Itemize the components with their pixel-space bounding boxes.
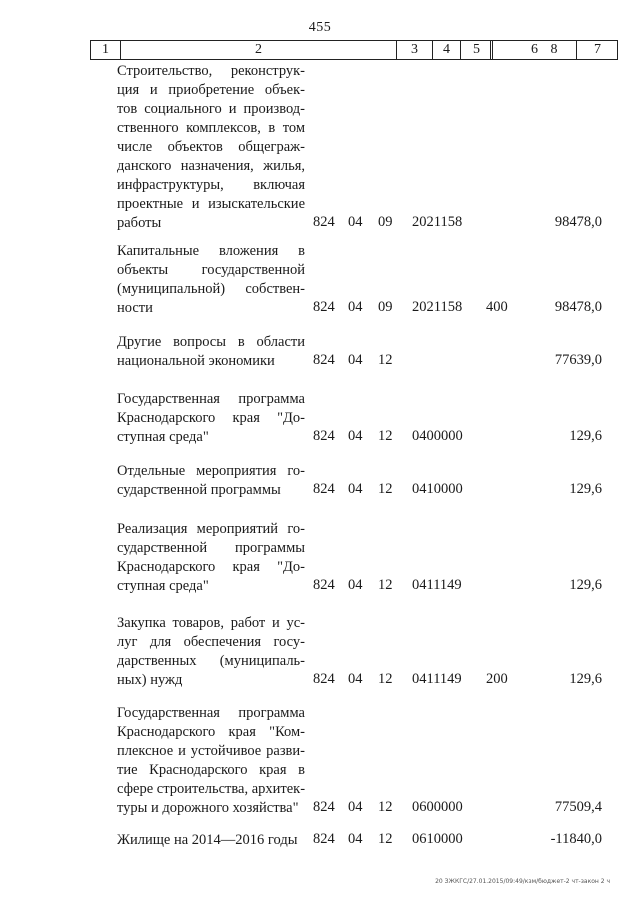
cell-c8: 129,6 <box>569 577 602 593</box>
column-header-2: 2 <box>120 40 396 60</box>
cell-c8: 129,6 <box>569 671 602 687</box>
description-line: работы <box>117 215 162 231</box>
cell-c6: 0410000 <box>412 481 463 497</box>
cell-c8: 77509,4 <box>554 799 602 815</box>
description-line: Государственная программа <box>117 705 305 721</box>
cell-c8: 98478,0 <box>554 214 602 230</box>
cell-c3: 824 <box>313 799 335 815</box>
cell-c5: 12 <box>378 799 393 815</box>
description-line: инфраструктуры, включая <box>117 177 305 193</box>
description-line: ступная среда" <box>117 578 209 594</box>
row-description <box>117 390 305 447</box>
description-line: тие Краснодарского края в <box>117 762 305 778</box>
description-line: Государственная программа <box>117 391 305 407</box>
cell-c7: 200 <box>486 671 508 687</box>
cell-c3: 824 <box>313 577 335 593</box>
cell-c3: 824 <box>313 299 335 315</box>
cell-c6: 0610000 <box>412 831 463 847</box>
description-line: объекты государственной <box>117 262 305 278</box>
cell-c3: 824 <box>313 671 335 687</box>
description-line: Жилище на 2014—2016 годы <box>117 832 298 848</box>
cell-c8: 129,6 <box>569 428 602 444</box>
cell-c6: 0400000 <box>412 428 463 444</box>
cell-c6: 2021158 <box>412 214 463 230</box>
description-line: сударственной программы <box>117 482 281 498</box>
description-line: Краснодарского края "До- <box>117 410 305 426</box>
cell-c6: 0600000 <box>412 799 463 815</box>
column-header-6: 6 <box>492 40 576 60</box>
cell-c5: 09 <box>378 214 393 230</box>
description-line: Другие вопросы в области <box>117 334 305 350</box>
description-line: ности <box>117 300 153 316</box>
description-line: ственного комплексов, в том <box>117 120 305 136</box>
cell-c4: 04 <box>348 481 363 497</box>
cell-c4: 04 <box>348 831 363 847</box>
cell-c3: 824 <box>313 428 335 444</box>
column-header-8: 8 <box>490 40 618 60</box>
description-line: Реализация мероприятий го- <box>117 521 305 537</box>
column-header-7: 7 <box>576 40 618 60</box>
description-line: Закупка товаров, работ и ус- <box>117 615 305 631</box>
cell-c3: 824 <box>313 831 335 847</box>
column-header-4: 4 <box>432 40 460 60</box>
description-line: плексное и устойчивое разви- <box>117 743 305 759</box>
cell-c8: -11840,0 <box>550 831 602 847</box>
cell-c5: 12 <box>378 428 393 444</box>
cell-c4: 04 <box>348 799 363 815</box>
row-description <box>117 831 305 850</box>
description-line: числе объектов общеграж- <box>117 139 305 155</box>
cell-c6: 0411149 <box>412 577 462 593</box>
cell-c3: 824 <box>313 352 335 368</box>
row-description <box>117 62 305 233</box>
description-line: проектные и изыскательские <box>117 196 305 212</box>
row-description <box>117 704 305 818</box>
cell-c6: 2021158 <box>412 299 463 315</box>
description-line: сударственной программы <box>117 540 305 556</box>
cell-c5: 09 <box>378 299 393 315</box>
row-description <box>117 333 305 371</box>
description-line: данского назначения, жилья, <box>117 158 305 174</box>
description-line: Капитальные вложения в <box>117 243 305 259</box>
cell-c8: 98478,0 <box>554 299 602 315</box>
description-line: Отдельные мероприятия го- <box>117 463 305 479</box>
cell-c4: 04 <box>348 428 363 444</box>
description-line: туры и дорожного хозяйства" <box>117 800 299 816</box>
description-line: луг для обеспечения госу- <box>117 634 305 650</box>
column-header-5: 5 <box>460 40 492 60</box>
description-line: Краснодарского края "Ком- <box>117 724 305 740</box>
footer-stamp: 20 ЗЖКГС/27.01.2015/09:49/кзм/бюджет-2 чт-закон 2 ч <box>435 878 610 885</box>
cell-c5: 12 <box>378 481 393 497</box>
row-description <box>117 242 305 318</box>
cell-c5: 12 <box>378 577 393 593</box>
cell-c8: 129,6 <box>569 481 602 497</box>
cell-c4: 04 <box>348 214 363 230</box>
cell-c4: 04 <box>348 671 363 687</box>
description-line: (муниципальной) собствен- <box>117 281 305 297</box>
description-line: Краснодарского края "До- <box>117 559 305 575</box>
cell-c5: 12 <box>378 671 393 687</box>
cell-c5: 12 <box>378 352 393 368</box>
description-line: ция и приобретение объек- <box>117 82 305 98</box>
cell-c3: 824 <box>313 481 335 497</box>
description-line: национальной экономики <box>117 353 275 369</box>
cell-c6: 0411149 <box>412 671 462 687</box>
cell-c4: 04 <box>348 352 363 368</box>
cell-c7: 400 <box>486 299 508 315</box>
description-line: сфере строительства, архитек- <box>117 781 306 797</box>
description-line: ступная среда" <box>117 429 209 445</box>
description-line: тов социального и производ- <box>117 101 305 117</box>
cell-c3: 824 <box>313 214 335 230</box>
row-description <box>117 520 305 596</box>
column-header-3: 3 <box>396 40 432 60</box>
cell-c8: 77639,0 <box>554 352 602 368</box>
column-header-1: 1 <box>90 40 120 60</box>
description-line: Строительство, реконструк- <box>117 63 305 79</box>
row-description <box>117 462 305 500</box>
row-description <box>117 614 305 690</box>
page-number: 455 <box>308 20 332 35</box>
description-line: ных) нужд <box>117 672 183 688</box>
cell-c4: 04 <box>348 299 363 315</box>
cell-c5: 12 <box>378 831 393 847</box>
description-line: дарственных (муниципаль- <box>117 653 305 669</box>
cell-c4: 04 <box>348 577 363 593</box>
